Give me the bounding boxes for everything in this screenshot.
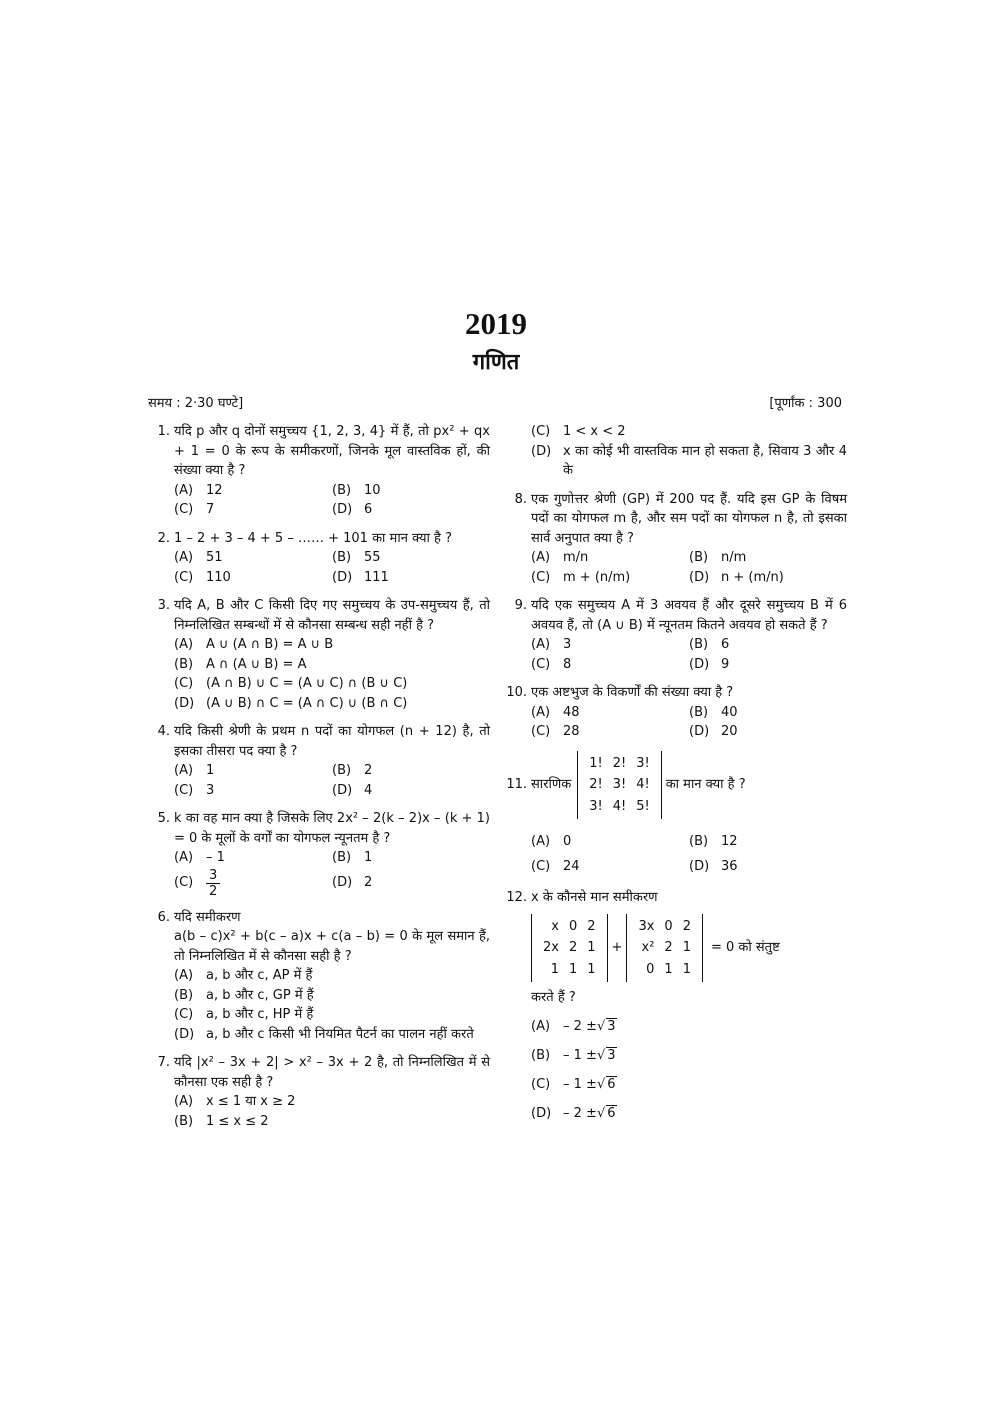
option-c[interactable]: (C) 28	[531, 724, 580, 739]
option-a[interactable]: (A) x ≤ 1 या x ≥ 2	[174, 1094, 296, 1109]
option-b[interactable]: (B) 1	[332, 850, 373, 865]
question-text-pre: सारणिक	[531, 777, 572, 792]
option-d[interactable]: (D) 111	[332, 569, 389, 585]
question-text: x के कौनसे मान समीकरण	[531, 890, 658, 905]
options	[531, 548, 847, 587]
sqrt-icon: √	[596, 1105, 606, 1121]
option-d[interactable]: (D) a, b और c किसी भी नियमित पैटर्न का पालन नहीं करते	[174, 1026, 474, 1042]
options	[174, 761, 490, 800]
option-c[interactable]: (C) 3	[174, 782, 215, 798]
question-4	[148, 722, 490, 800]
options	[174, 548, 490, 587]
option-c[interactable]: (C) (A ∩ B) ∪ C = (A ∪ C) ∩ (B ∪ C)	[174, 676, 408, 691]
question-12	[505, 888, 847, 1128]
option-b[interactable]: (B) a, b और c, GP में हैं	[174, 987, 314, 1003]
question-11	[505, 751, 847, 880]
options	[174, 481, 490, 520]
option-b[interactable]: (B) 6	[689, 637, 730, 652]
question-text: एक गुणोत्तर श्रेणी (GP) में 200 पद हैं. यदि इस GP के विषम पदों का योगफल m है, और सम पदों का योगफल n है, तो इसका सार्व अनुपात क्या है ?	[531, 491, 847, 546]
option-b[interactable]: (B) – 1 ±√ 3	[531, 1047, 616, 1063]
sqrt-icon: √	[596, 1018, 606, 1034]
question-number: 1.	[157, 424, 170, 439]
question-text-intro: यदि समीकरण	[174, 909, 241, 925]
option-d[interactable]: (D) – 2 ±√ 6	[531, 1105, 616, 1121]
option-a[interactable]: (A) 51	[174, 550, 223, 565]
options	[531, 1012, 847, 1128]
exam-year: 2019	[465, 306, 527, 341]
option-c[interactable]: (C) m + (n/m)	[531, 569, 631, 585]
question-text-tail: करते हैं ?	[531, 990, 576, 1005]
equation-rhs: = 0 को संतुष्ट	[710, 940, 780, 955]
question-text: यदि p और q दोनों समुच्चय {1, 2, 3, 4} में हैं, तो px² + qx + 1 = 0 के रूप के समीकरणों, जिनके मूल वास्तविक हों, की संख्या क्या है ?	[174, 424, 490, 478]
option-a[interactable]: (A) a, b और c, AP में हैं	[174, 968, 313, 983]
question-text: यदि किसी श्रेणी के प्रथम n पदों का योगफल (n + 12) है, तो इसका तीसरा पद क्या है ?	[174, 724, 490, 759]
question-6	[148, 908, 490, 1045]
options	[174, 966, 490, 1044]
question-text: a(b – c)x² + b(c – a)x + c(a – b) = 0 के मूल समान हैं, तो निम्नलिखित में से कौनसा सही है ?	[174, 929, 490, 964]
sqrt-icon: √	[596, 1047, 606, 1063]
question-number: 3.	[157, 598, 170, 613]
question-text-post: का मान क्या है ?	[665, 777, 746, 792]
options	[174, 1092, 490, 1131]
left-column	[148, 422, 490, 1140]
question-number: 8.	[514, 491, 527, 507]
option-d[interactable]: (D) 4	[332, 782, 373, 798]
question-number: 12.	[506, 890, 527, 905]
fraction: $\frac{3}{2}$	[206, 868, 220, 899]
option-a[interactable]: (A) 3	[531, 637, 572, 652]
option-a[interactable]: (A) 12	[174, 482, 223, 498]
question-text: यदि एक समुच्चय A में 3 अवयव हैं और दूसरे समुच्चय B में 6 अवयव हैं, तो (A ∪ B) में न्यूनतम कितने अवयव हो सकते हैं ?	[531, 598, 847, 633]
sqrt-icon: √	[596, 1076, 606, 1092]
option-c[interactable]: (C) – 1 ±√ 6	[531, 1076, 616, 1092]
option-d[interactable]: (D) x का कोई भी वास्तविक मान हो सकता है, सिवाय 3 और 4 के	[531, 443, 847, 478]
option-b[interactable]: (B) 40	[689, 704, 738, 720]
option-a[interactable]: (A) – 1	[174, 850, 225, 865]
question-7	[148, 1053, 490, 1131]
option-c[interactable]: (C) 24	[531, 859, 580, 874]
option-a[interactable]: (A) m/n	[531, 550, 589, 565]
option-b[interactable]: (B) 1 ≤ x ≤ 2	[174, 1113, 269, 1129]
question-number: 2.	[157, 530, 170, 546]
option-d[interactable]: (D) 2	[332, 875, 373, 891]
options	[174, 635, 490, 713]
total-marks: [पूर्णांक : 300	[769, 396, 842, 411]
question-1	[148, 422, 490, 520]
option-b[interactable]: (B) 55	[332, 550, 381, 565]
option-b[interactable]: (B) A ∩ (A ∪ B) = A	[174, 656, 307, 672]
determinant-matrix-2: 3x 0 2 x² 2 1 0 1 1	[626, 914, 703, 983]
question-number: 10.	[506, 685, 527, 700]
question-number: 11.	[506, 777, 527, 792]
option-a[interactable]: (A) A ∪ (A ∩ B) = A ∪ B	[174, 637, 334, 652]
option-a[interactable]: (A) – 2 ±√ 3	[531, 1018, 616, 1034]
question-number: 6.	[157, 909, 170, 925]
question-text: एक अष्टभुज के विकर्णों की संख्या क्या है ?	[531, 685, 734, 700]
question-number: 9.	[514, 598, 527, 613]
question-number: 5.	[157, 811, 170, 826]
question-3	[148, 596, 490, 713]
option-a[interactable]: (A) 1	[174, 763, 215, 778]
option-c[interactable]: (C) 110	[174, 569, 231, 585]
options	[531, 829, 847, 879]
option-c[interactable]: (C) 1 < x < 2	[531, 424, 626, 439]
options	[531, 703, 847, 742]
question-10	[505, 683, 847, 742]
subject-title: गणित	[472, 350, 520, 375]
option-c[interactable]: (C) 7	[174, 502, 215, 517]
option-b[interactable]: (B) n/m	[689, 550, 747, 565]
option-d[interactable]: (D) 9	[689, 656, 730, 672]
option-d[interactable]: (D) 6	[332, 502, 373, 517]
determinant-matrix-1: x 0 2 2x 2 1 1 1 1	[531, 914, 608, 983]
option-b[interactable]: (B) 2	[332, 763, 373, 778]
question-text: यदि |x² – 3x + 2| > x² – 3x + 2 है, तो निम्नलिखित में से कौनसा एक सही है ?	[174, 1055, 490, 1090]
question-text: यदि A, B और C किसी दिए गए समुच्चय के उप-समुच्चय हैं, तो निम्नलिखित सम्बन्धों में से कौनसा सम्बन्ध सही नहीं है ?	[174, 598, 490, 633]
option-b[interactable]: (B) 10	[332, 482, 381, 498]
question-2	[148, 529, 490, 588]
question-7-continued	[505, 422, 847, 481]
question-text: k का वह मान क्या है जिसके लिए 2x² – 2(k – 2)x – (k + 1) = 0 के मूलों के वर्गों का योगफल न्यूनतम है ?	[174, 811, 490, 846]
options	[174, 848, 490, 899]
question-8	[505, 490, 847, 588]
question-5	[148, 809, 490, 899]
option-d[interactable]: (D) n + (m/n)	[689, 569, 784, 585]
determinant-matrix: 1! 2! 3! 2! 3! 4! 3! 4! 5!	[577, 751, 661, 820]
option-a[interactable]: (A) 48	[531, 704, 580, 720]
options	[531, 635, 847, 674]
option-c[interactable]: (C) 8	[531, 656, 572, 672]
option-c[interactable]: (C) a, b और c, HP में हैं	[174, 1007, 314, 1022]
question-number: 4.	[157, 724, 170, 739]
option-b[interactable]: (B) 12	[689, 834, 738, 849]
time-allowed: समय : 2·30 घण्टे]	[148, 396, 244, 411]
question-number: 7.	[157, 1055, 170, 1070]
question-text: 1 – 2 + 3 – 4 + 5 – …… + 101 का मान क्या है ?	[174, 530, 452, 546]
option-c[interactable]: (C) $\frac{3}{2}$	[174, 868, 332, 899]
option-d[interactable]: (D) 20	[689, 724, 738, 739]
question-9	[505, 596, 847, 674]
option-d[interactable]: (D) (A ∪ B) ∩ C = (A ∩ C) ∪ (B ∩ C)	[174, 695, 408, 711]
option-d[interactable]: (D) 36	[689, 859, 738, 874]
option-a[interactable]: (A) 0	[531, 834, 572, 849]
plus-sign: +	[611, 940, 623, 955]
right-column	[505, 422, 847, 1137]
